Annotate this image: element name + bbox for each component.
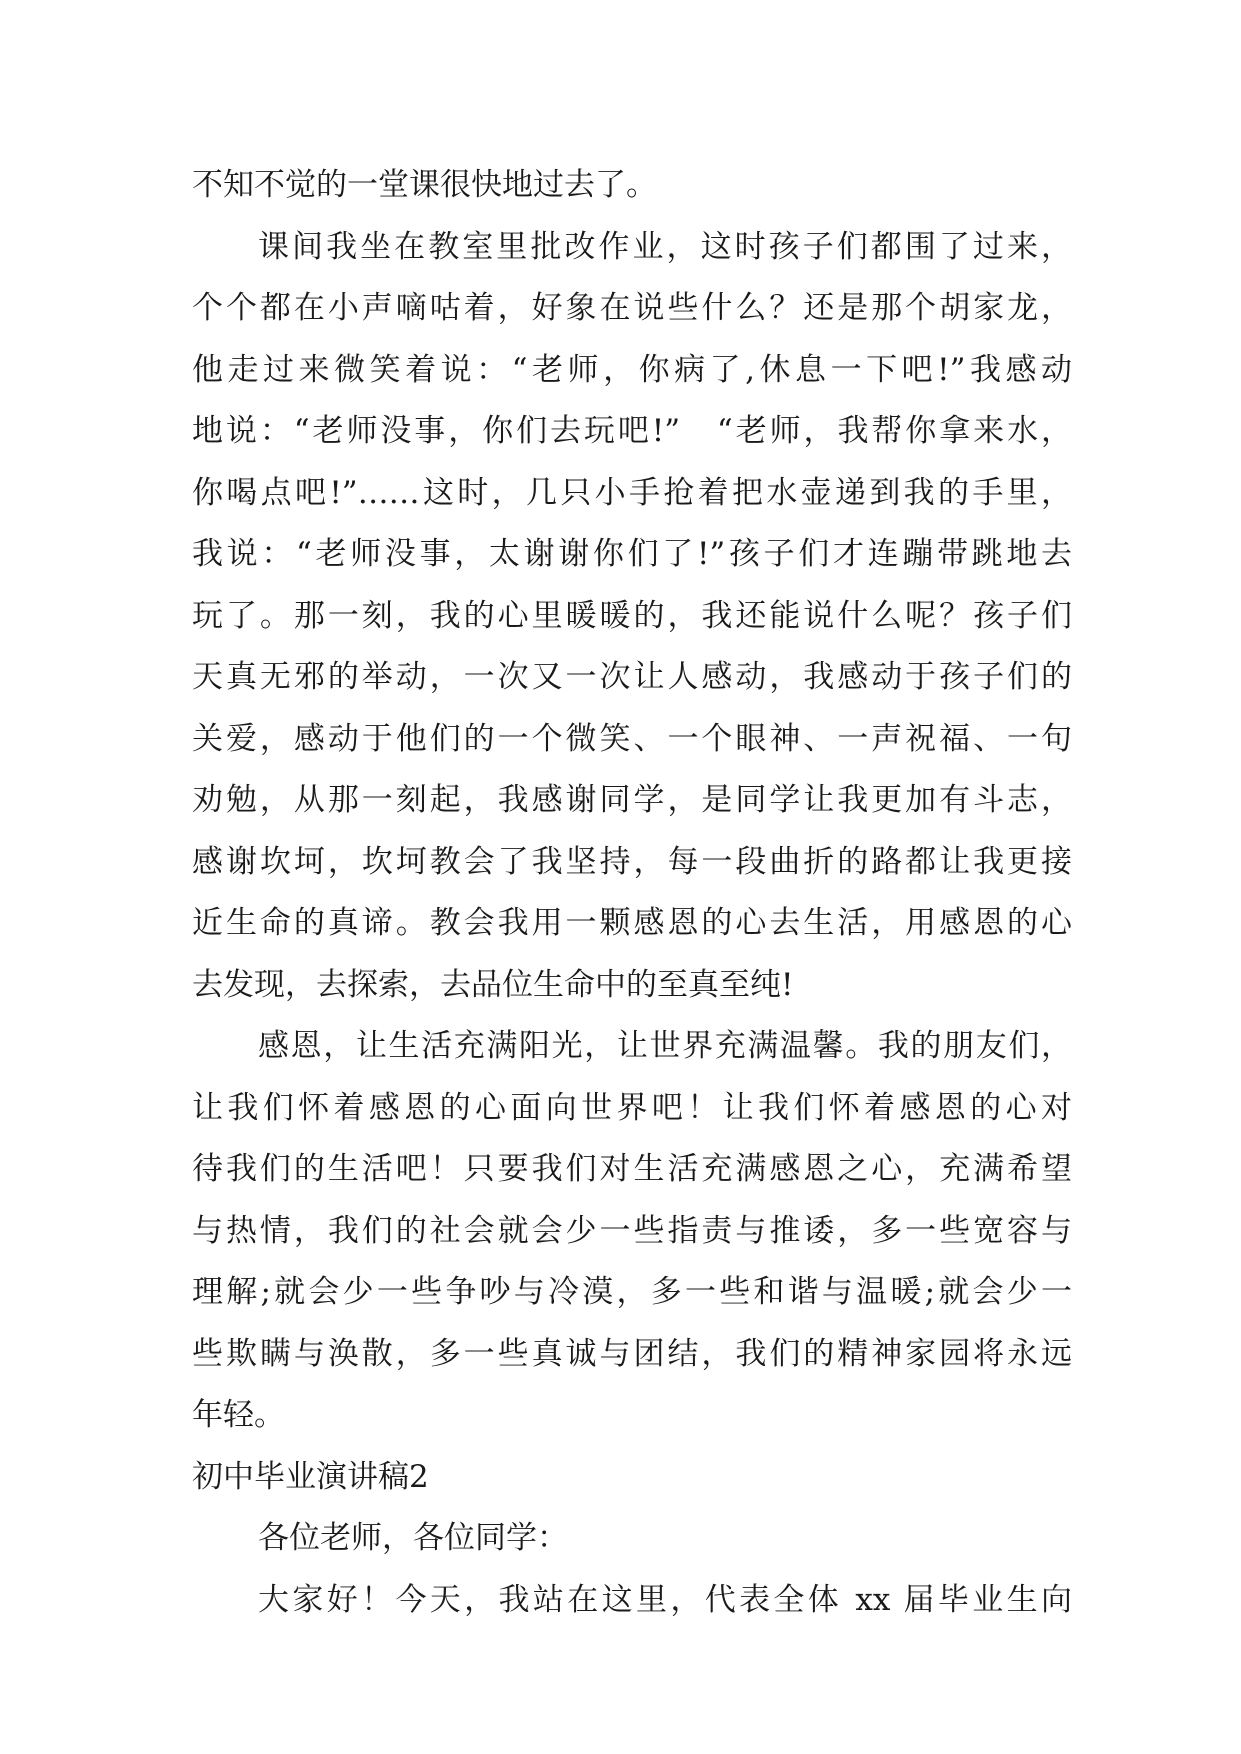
text-line: 关爱，感动于他们的一个微笑、一个眼神、一声祝福、一句	[192, 720, 1072, 757]
text-line: 感恩，让生活充满阳光，让世界充满温馨。我的朋友们，	[258, 1028, 1072, 1064]
text-line: 天真无邪的举动，一次又一次让人感动，我感动于孩子们的	[192, 659, 1072, 695]
paragraph-2	[192, 217, 1072, 1017]
text-line: 感谢坎坷，坎坷教会了我坚持，每一段曲折的路都让我更接	[192, 843, 1072, 880]
text-line: 不知不觉的一堂课很快地过去了。	[192, 167, 657, 203]
text-line: 玩了。那一刻，我的心里暖暖的，我还能说什么呢？孩子们	[192, 597, 1072, 634]
text-line: 待我们的生活吧！只要我们对生活充满感恩之心，充满希望	[192, 1151, 1072, 1187]
text-line: 我说：“老师没事，太谢谢你们了!”孩子们才连蹦带跳地去	[192, 536, 1072, 572]
text-line: 劝勉，从那一刻起，我感谢同学，是同学让我更加有斗志，	[192, 782, 1072, 818]
text-line: 近生命的真谛。教会我用一颗感恩的心去生活，用感恩的心	[192, 905, 1072, 941]
text-line: 与热情，我们的社会就会少一些指责与推诿，多一些宽容与	[192, 1212, 1072, 1249]
text-line: 年轻。	[192, 1397, 285, 1433]
text-line: 他走过来微笑着说：“老师，你病了,休息一下吧!”我感动	[192, 351, 1072, 388]
greeting-line: 各位老师，各位同学：	[258, 1520, 568, 1556]
text-line: 你喝点吧!”……这时，几只小手抢着把水壶递到我的手里，	[192, 474, 1072, 511]
document-body	[192, 155, 1072, 1631]
text-line: 些欺瞒与涣散，多一些真诚与团结，我们的精神家园将永远	[192, 1335, 1072, 1372]
text-line: 理解;就会少一些争吵与冷漠，多一些和谐与温暖;就会少一	[192, 1274, 1072, 1310]
paragraph-1-end	[192, 155, 1072, 217]
text-line: 个个都在小声嘀咕着，好象在说些什么？还是那个胡家龙，	[192, 290, 1072, 326]
text-line: 课间我坐在教室里批改作业，这时孩子们都围了过来，	[258, 228, 1072, 265]
section-heading: 初中毕业演讲稿2	[192, 1458, 429, 1495]
paragraph-3	[192, 1016, 1072, 1447]
text-line: 去发现，去探索，去品位生命中的至真至纯!	[192, 966, 794, 1003]
opening-line: 大家好！今天，我站在这里，代表全体 xx 届毕业生向	[258, 1581, 1072, 1618]
text-line: 地说：“老师没事，你们去玩吧!” “老师，我帮你拿来水，	[192, 413, 1072, 449]
text-line: 让我们怀着感恩的心面向世界吧！让我们怀着感恩的心对	[192, 1089, 1072, 1126]
